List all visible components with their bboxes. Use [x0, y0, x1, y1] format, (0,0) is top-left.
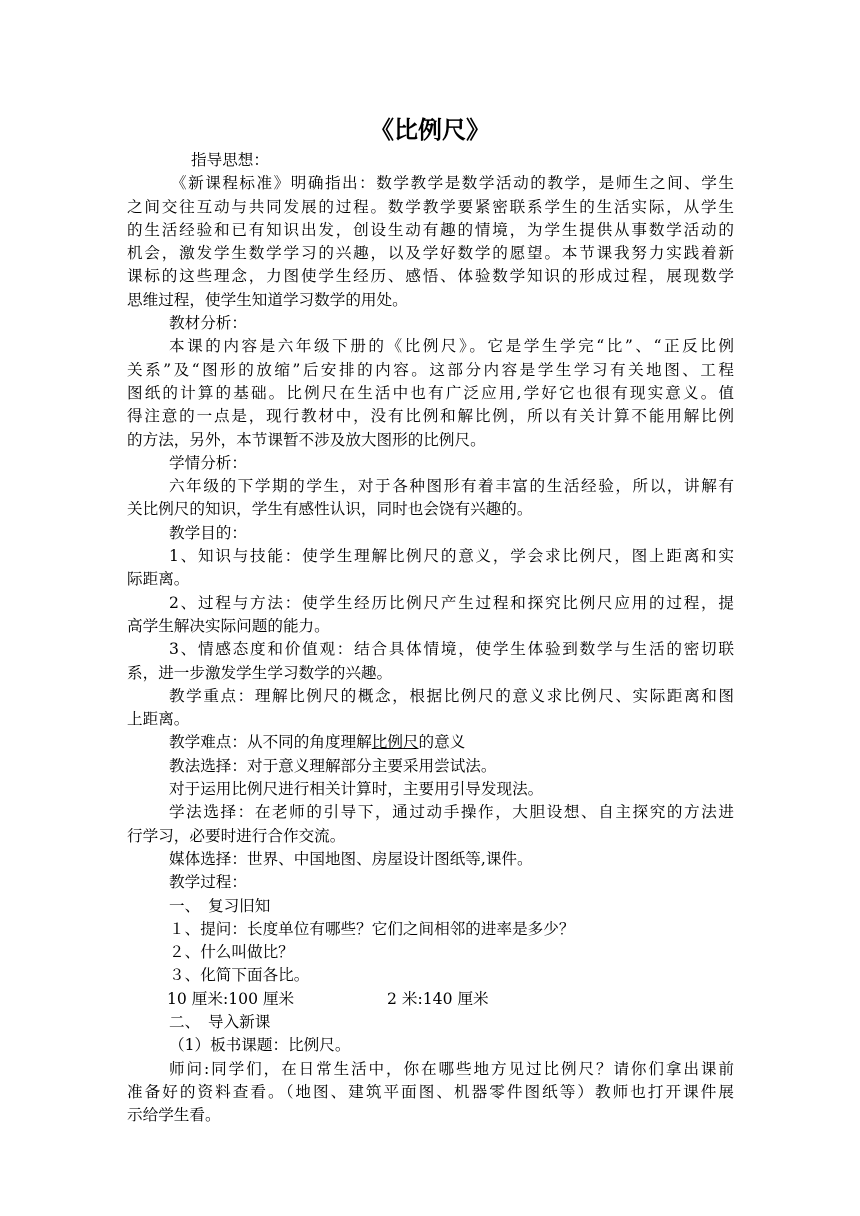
key-point-line: 上距离。 [127, 710, 190, 729]
teacher-line: 师问:同学们，在日常生活中，你在哪些地方见过比例尺？请你们拿出课前 [169, 1059, 734, 1078]
question-line: ２、什么叫做比？ [169, 943, 294, 962]
material-heading: 教材分析： [169, 314, 247, 333]
goal-line: 2、过程与方法：使学生经历比例尺产生过程和探究比例尺应用的过程，提 [169, 593, 734, 612]
study-method-line: 学法选择：在老师的引导下，通过动手操作，大胆设想、自主探究的方法进 [169, 803, 734, 822]
ratio-item: 10 厘米:100 厘米 [167, 989, 295, 1008]
key-point-line: 教学重点：理解比例尺的概念，根据比例尺的意义求比例尺、实际距离和图 [169, 686, 734, 705]
learner-heading: 学情分析： [169, 453, 247, 472]
guide-line: 之间交往互动与共同发展的过程。数学教学要紧密联系学生的生活实际，从学生 [127, 197, 734, 216]
material-line: 关系”及“图形的放缩”后安排的内容。这部分内容是学生学习有关地图、工程 [127, 360, 734, 379]
media-line: 媒体选择：世界、中国地图、房屋设计图纸等,课件。 [169, 849, 533, 868]
ratio-item: 2 米:140 厘米 [387, 989, 489, 1008]
guide-line: 机会，激发学生数学学习的兴趣，以及学好数学的愿望。本节课我努力实践着新 [127, 244, 734, 263]
method-line: 教法选择：对于意义理解部分主要采用尝试法。 [169, 756, 497, 775]
material-line: 的方法，另外，本节课暂不涉及放大图形的比例尺。 [127, 430, 486, 449]
learner-line: 关比例尺的知识，学生有感性认识，同时也会饶有兴趣的。 [127, 500, 533, 519]
step-heading: 二、 导入新课 [169, 1012, 271, 1031]
ratio-row [127, 988, 734, 1011]
guide-line: 课标的这些理念，力图使学生经历、感悟、体验数学知识的形成过程，展现数学 [127, 267, 734, 286]
material-line: 得注意的一点是，现行教材中，没有比例和解比例，所以有关计算不能用解比例 [127, 407, 734, 426]
question-line: ３、化简下面各比。 [169, 966, 310, 985]
board-line: （1）板书课题：比例尺。 [169, 1036, 351, 1055]
study-method-line: 行学习，必要时进行合作交流。 [127, 826, 346, 845]
question-line: １、提问：长度单位有哪些？它们之间相邻的进率是多少？ [169, 919, 575, 938]
goals-heading: 教学目的： [169, 523, 247, 542]
process-heading: 教学过程： [169, 873, 247, 892]
guide-heading: 指导思想： [191, 151, 269, 169]
difficulty-underlined-term: 比例尺 [371, 733, 419, 752]
teacher-line: 准备好的资料查看。（地图、建筑平面图、机器零件图纸等）教师也打开课件展 [127, 1082, 734, 1101]
document-title: 《比例尺》 [370, 116, 490, 144]
teacher-line: 示给学生看。 [127, 1106, 221, 1125]
step-heading: 一、 复习旧知 [169, 896, 271, 915]
learner-line: 六年级的下学期的学生，对于各种图形有着丰富的生活经验，所以，讲解有 [169, 477, 734, 496]
guide-line: 思维过程，使学生知道学习数学的用处。 [127, 290, 408, 309]
guide-line: 的生活经验和已有知识出发，创设生动有趣的情境，为学生提供从事数学活动的 [127, 220, 734, 239]
method-line: 对于运用比例尺进行相关计算时，主要用引导发现法。 [169, 780, 544, 799]
difficulty-prefix: 教学难点：从不同的角度理解 [169, 733, 372, 752]
difficulty-line [127, 731, 734, 754]
guide-line: 《新课程标准》明确指出：数学教学是数学活动的教学，是师生之间、学生 [171, 174, 734, 193]
material-line: 图纸的计算的基础。比例尺在生活中也有广泛应用,学好它也很有现实意义。值 [127, 383, 734, 402]
goal-line: 3、情感态度和价值观：结合具体情境，使学生体验到数学与生活的密切联 [169, 640, 734, 659]
difficulty-suffix: 的意义 [418, 733, 466, 752]
document-body [127, 149, 734, 1127]
goal-line: 高学生解决实际问题的能力。 [127, 616, 330, 635]
goal-line: 际距离。 [127, 570, 190, 589]
goal-line: 1、知识与技能：使学生理解比例尺的意义，学会求比例尺，图上距离和实 [169, 547, 734, 566]
goal-line: 系，进一步激发学生学习数学的兴趣。 [127, 663, 393, 682]
material-line: 本课的内容是六年级下册的《比例尺》。它是学生学完“比”、“正反比例 [169, 337, 734, 356]
